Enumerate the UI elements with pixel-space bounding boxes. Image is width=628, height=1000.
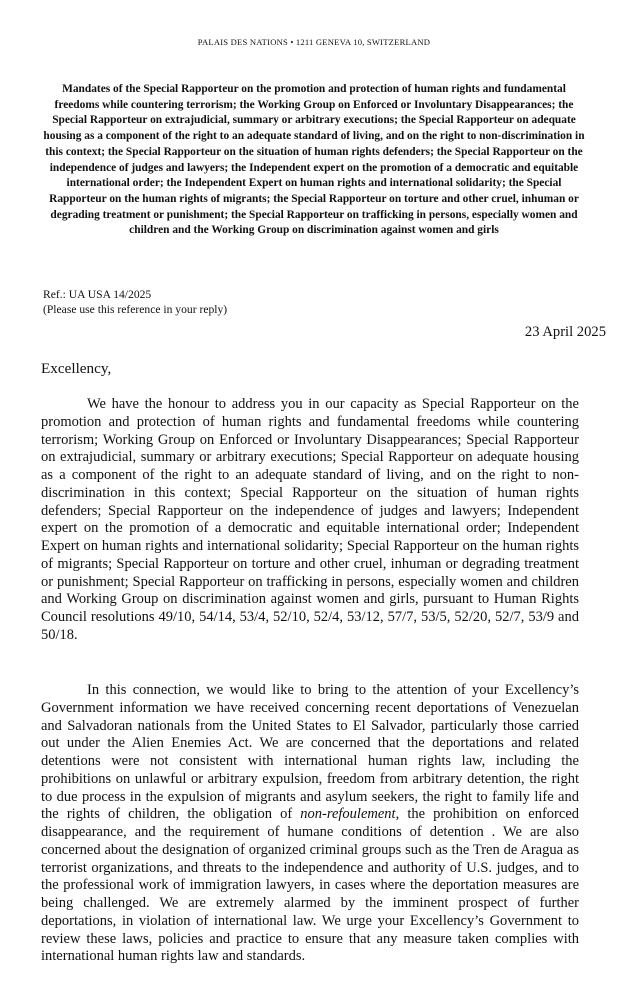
mandates-heading: Mandates of the Special Rapporteur on the promotion and protection of human rights and fundamental freedoms while countering terrorism; the Working Group on Enforced or Involuntary Disappearances; the Special Rapporteur on extrajudicial, summary or arbitrary executions; the Special Rapporteur on adequate housing as a component of the right to an adequate standard of living, and on the right to non-discrimination in this context; the Special Rapporteur on the situation of human rights defenders; the Special Rapporteur on the independence of judges and lawyers; the Independent expert on the promotion of a democratic and equitable international order; the Independent Expert on human rights and international solidarity; the Special Rapporteur on the human rights of migrants; the Special Rapporteur on torture and other cruel, inhuman or degrading treatment or punishment; the Special Rapporteur on trafficking in persons, especially women and children and the Working Group on discrimination against women and girls [43,83,585,237]
reference-block [43,288,227,317]
letter-date: 23 April 2025 [524,324,606,340]
paragraph-2-italic-term: non-refoulement [300,806,396,823]
reference-number: Ref.: UA USA 14/2025 [43,288,152,301]
reference-note: (Please use this reference in your reply) [43,302,228,316]
letterhead-address: PALAIS DES NATIONS • 1211 GENEVA 10, SWITZERLAND [197,37,431,47]
body-paragraph-1: We have the honour to address you in our capacity as Special Rapporteur on the promotion and protection of human rights and fundamental freedoms while countering terrorism; Working Group on Enforced or Involuntary Disappearances; Special Rapporteur on extrajudicial, summary or arbitrary executions; Special Rapporteur on adequate housing as a component of the right to an adequate standard of living, and on the right to non-discrimination in this context; Special Rapporteur on the situation of human rights defenders; Special Rapporteur on the independence of judges and lawyers; Independent expert on the promotion of a democratic and equitable international order; Independent Expert on human rights and international solidarity; Special Rapporteur on the human rights of migrants; Special Rapporteur on torture and other cruel, inhuman or degrading treatment or punishment; Special Rapporteur on trafficking in persons, especially women and children and Working Group on discrimination against women and girls, pursuant to Human Rights Council resolutions 49/10, 54/14, 53/4, 52/10, 52/4, 53/12, 57/7, 53/5, 52/20, 52/7, 53/9 and 50/18. [41,396,579,643]
salutation: Excellency, [41,360,112,377]
body-paragraph-2 [41,682,579,966]
paragraph-2-text-start: In this connection, we would like to bring to the attention of your Excellency’s Government information we have received concerning recent deportations of Venezuelan and Salvadoran nationals from the United States to El Salvador, particularly those carried out under the Alien Enemies Act. We are concerned that the deportations and related detentions were not consistent with international human rights law, including the prohibitions on unlawful or arbitrary expulsion, freedom from arbitrary detention, the right to due process in the expulsion of migrants and asylum seekers, the right to family life and the rights of children, the obligation of [41,682,579,823]
paragraph-2-text-end: , the prohibition on enforced disappearance, and the requirement of humane conditions of detention . We are also concerned about the designation of organized criminal groups such as the Tren de Aragua as terrorist organizations, and threats to the independence and authority of U.S. judges, and to the professional work of immigration lawyers, in cases where the deportation measures are being challenged. We are extremely alarmed by the imminent prospect of further deportations, in violation of international law. We urge your Excellency’s Government to review these laws, policies and practice to ensure that any measure taken complies with international human rights law and standards. [41,806,580,965]
